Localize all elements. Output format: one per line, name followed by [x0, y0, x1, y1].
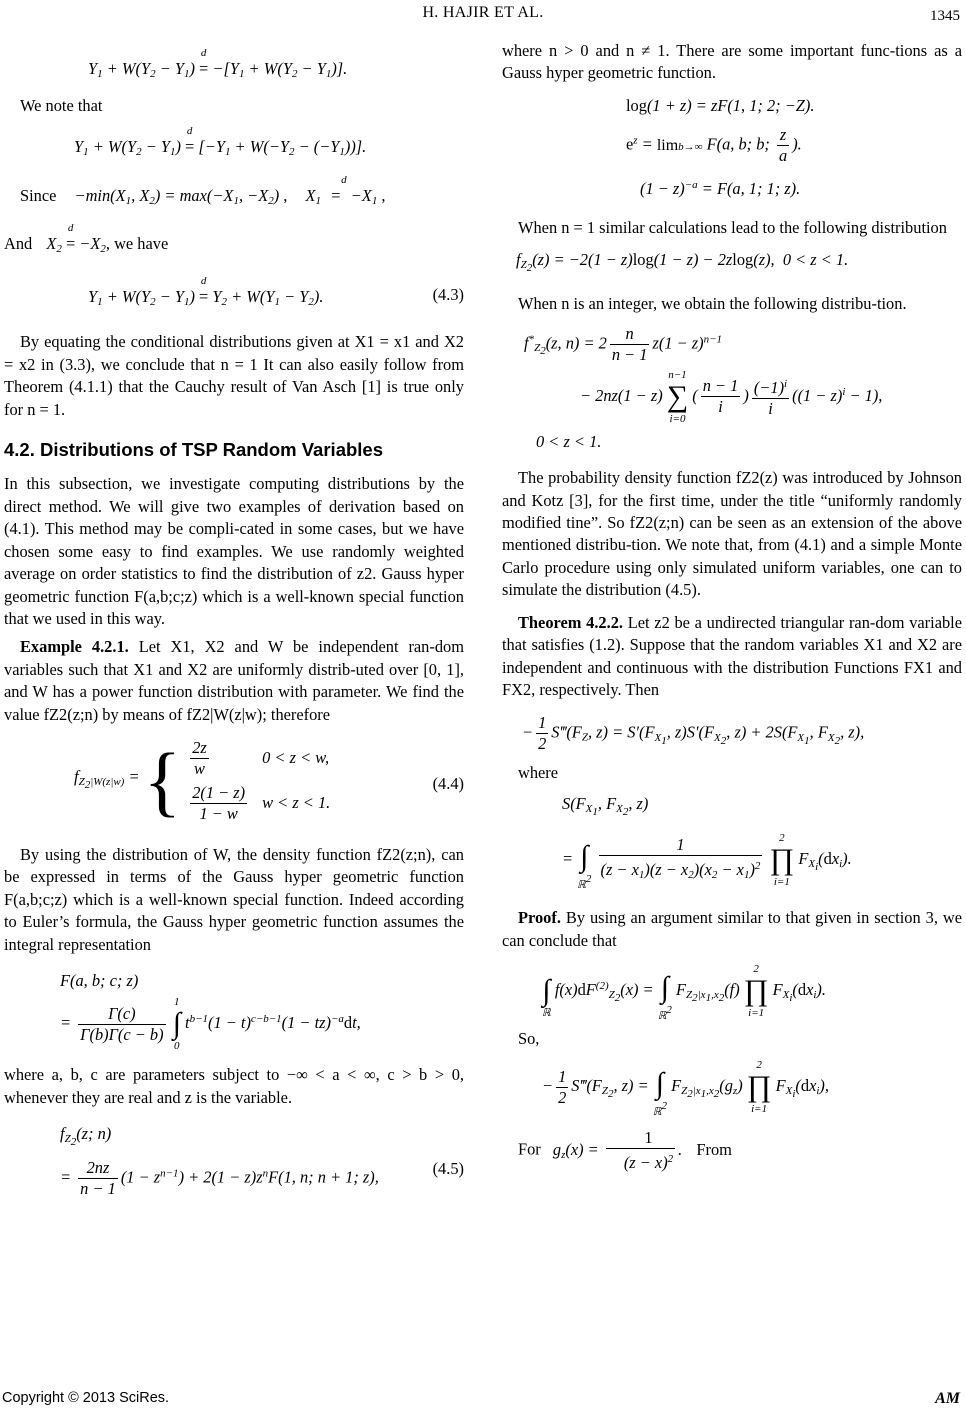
paragraph-subsection-intro: In this subsection, we investigate computing distributions by the direct method. We will give two examples of derivation based on (4.1). This method may be compli-cated in some cases, but we have chosen some easy to find examples. We use randomly weighted average on order statistics to find the distribution of z2. Gauss hyper geometric function F(a,b;c;z) which is a well-known special function that we used in this way. — [4, 474, 464, 628]
page-footer — [0, 1390, 966, 1410]
page-header — [0, 2, 966, 28]
equation-log-identity: log(1 + z) = zF(1, 1; 2; −Z). — [626, 95, 815, 115]
paragraph-n-equals-1: When n = 1 similar calculations lead to the following distribution — [518, 217, 947, 237]
equation-4-5: $f_{Z_2}(z$; n) = $\frac{2nz}{n - 1}$ $(1 - z^{n-1}) + 2(1 - z)z^nF(1$, n; n + 1; z), (4.5) — [60, 1124, 464, 1198]
equation-fz2-integer: $f^*_{Z_2}(z$, n) = 2 $\frac{n}{n - 1}$ $z(1 - z)^{n-1}$ − 2nz(1 − z) n−1 ∑ i=0 ( $\frac{n - 1}{i}$ ) $\frac{(-1)^i}{i}$ $((1 - z)^i - 1)$, 0 < z < 1. — [524, 323, 883, 451]
proof-text: By using an argument similar to that given in section 3, we can conclude that — [502, 908, 962, 950]
paragraph-where-n: where n > 0 and n ≠ 1. There are some important func-tions as a Gauss hyper geometric function. — [502, 41, 962, 83]
equation-4-3: $Y_1 + W(Y_2 - Y_1)$ d = $Y_2 + W(Y_1 - Y_2)$. (4.3) — [88, 275, 464, 309]
paragraph-parameters: where a, b, c are parameters subject to −∞ < a < ∞, c > b > 0, whenever they are real and z is the variable. — [4, 1065, 464, 1107]
equation-number-4-5: (4.5) — [432, 1158, 464, 1178]
copyright-text: Copyright © 2013 SciRes. — [2, 1390, 170, 1406]
we-have-text: , we have — [105, 233, 169, 253]
equation-number-4-3: (4.3) — [432, 284, 464, 304]
text-where: where — [518, 763, 559, 783]
example-text: Let X1, X2 and W be independent ran-dom variables such that X1 and X2 are uniformly distrib-uted over [0, 1], and W has a power function distribution with parameter. We find the value fZ2(z;n) by means of fZ2|W(z|w); therefore — [4, 637, 464, 724]
paragraph-equating: By equating the conditional distributions given at X1 = x1 and X2 = x2 in (3.3), we conclude that n = 1 It can also easily follow from Theorem (4.1.1) that the Cauchy result of Van Asch [1] is true only for n = 1. — [4, 332, 464, 419]
example-paragraph — [4, 636, 464, 726]
equation-y-sum-1: $Y_1 + W(Y_2 - Y_1)$ d = $-[Y_1 + W(Y_2 - Y_1)]$. — [88, 47, 348, 80]
theorem-label: Theorem 4.2.2. — [518, 612, 624, 632]
equation-4-4: $f_{Z_2|W(z|w)}$ = { $\frac{2z}{w}$ 0 < z < w, $\frac{2(1 - z)}{1 - w}$ w < z < 1. (4.4) — [74, 736, 464, 824]
equation-power-identity: $(1 - z)^{-a} = F(a$, 1; 1; z). — [640, 179, 801, 199]
proof-paragraph — [502, 907, 962, 952]
since-comma: , — [283, 186, 288, 206]
equation-so: − $\frac{1}{2}$ $S‴(F_{Z_2}$, z) = ∫ ℝ$^2$ $F_{Z_2|x_1,x_2}(g_z)$ 2 ∏ i=1 $F_{X_i}(dx_i)$, — [542, 1059, 829, 1119]
since-word: Since — [20, 186, 57, 206]
text-since-line: Since $-\min(X_1$, $X_2) = \max(-X_1$, $-X_2$) , $X_1$ d = $-X_1$ , — [20, 174, 386, 208]
equation-fz2-n1: $f_{Z_2}(z) = -2(1 - z)\log(1 - z) - 2zlog(z)$, 0 < z < 1. — [516, 250, 849, 275]
theorem-paragraph — [502, 612, 962, 702]
for-line: For $g_z(x)$ = $\frac{1}{(z - x)^2}$ . From — [518, 1128, 732, 1173]
text-we-note: We note that — [20, 96, 103, 116]
page-number: 1345 — [930, 8, 960, 24]
equation-s-definition: $S(F_{X_1}$, $F_{X_2}$, z) = ∫ ℝ$^2$ $\frac{1}{(z - x_1)(z - x_2)(x_2 - x_1)^2}$ 2 ∏ i=1 $F_{X_i}(dx_i)$. — [562, 793, 852, 892]
equation-euler-integral: F(a, b; c; z) = $\frac{\Gamma(c)}{\Gamma(b)\Gamma(c - b)}$ 1 ∫ 0 $t^{b-1}(1 - t)^{c-b-1}(1 - tz)^{-a}dt$, — [60, 970, 361, 1053]
from-word: From — [696, 1139, 732, 1159]
and-word: And — [4, 233, 33, 253]
equation-y-sum-2: $Y_1 + W(Y_2 - Y_1)$ d = $[-Y_1 + W(-Y_2 - (-Y_1))]$. — [74, 124, 367, 158]
example-label: Example 4.2.1. — [20, 637, 129, 657]
proof-label: Proof. — [518, 908, 561, 928]
section-title: 4.2. Distributions of TSP Random Variables — [4, 439, 383, 461]
running-title: H. HAJIR ET AL. — [422, 4, 544, 21]
equation-number-4-4: (4.4) — [432, 773, 464, 793]
paragraph-n-integer: When n is an integer, we obtain the following distribu-tion. — [518, 294, 907, 314]
theorem-text: Let z2 be a undirected triangular ran-dom variable that satisfies (1.2). Suppose that the random variables X1 and X2 are independent and continuous with the distribution Functions FX1 and FX2, respectively. Then — [502, 612, 962, 699]
journal-abbreviation: AM — [935, 1390, 960, 1407]
for-word: For — [518, 1139, 541, 1159]
equation-proof-integral: ∫ ℝ $f(x)dF^{(2)}_{Z_2}(x)$ = ∫ ℝ$^2$ $F_{Z_2|x_1,x_2}(f)$ 2 ∏ i=1 $F_{X_i}(dx_i)$. — [542, 962, 826, 1022]
equation-exp-limit: $e^z = \lim b\to\infty$ F(a, b; b; $\frac{z}{a}$ ). — [626, 125, 802, 166]
text-and-line: And $X_2$ d = $-X_2$, we have — [4, 221, 169, 255]
left-column — [4, 40, 464, 1215]
equation-theorem-main: − $\frac{1}{2}$ $S‴(F_Z$, $z) = S'(F_{X_1}$, $z)S'(F_{X_2}$, $z) + 2S(F_{X_1}$, $F_{X_2}$, z), — [522, 713, 865, 754]
right-column — [502, 40, 962, 1173]
text-so: So, — [518, 1028, 540, 1048]
paragraph-johnson-kotz: The probability density function fZ2(z) was introduced by Johnson and Kotz [3], for the first time, under the title “uniformly randomly modified tine”. So fZ2(z;n) can be seen as an extension of the above mentioned distribu-tion. We note that, from (4.1) and a simple Monte Carlo procedure using only simulated uniform variables, one can to simulate the distribution (4.5). — [502, 468, 962, 600]
paragraph-density-function: By using the distribution of W, the density function fZ2(z;n), can be expressed in terms of the Gauss hyper geometric function F(a,b;c;z) which is a well-known special function. Indeed according to Euler’s formula, the Gauss hyper geometric function assumes the integral representation — [4, 844, 464, 954]
